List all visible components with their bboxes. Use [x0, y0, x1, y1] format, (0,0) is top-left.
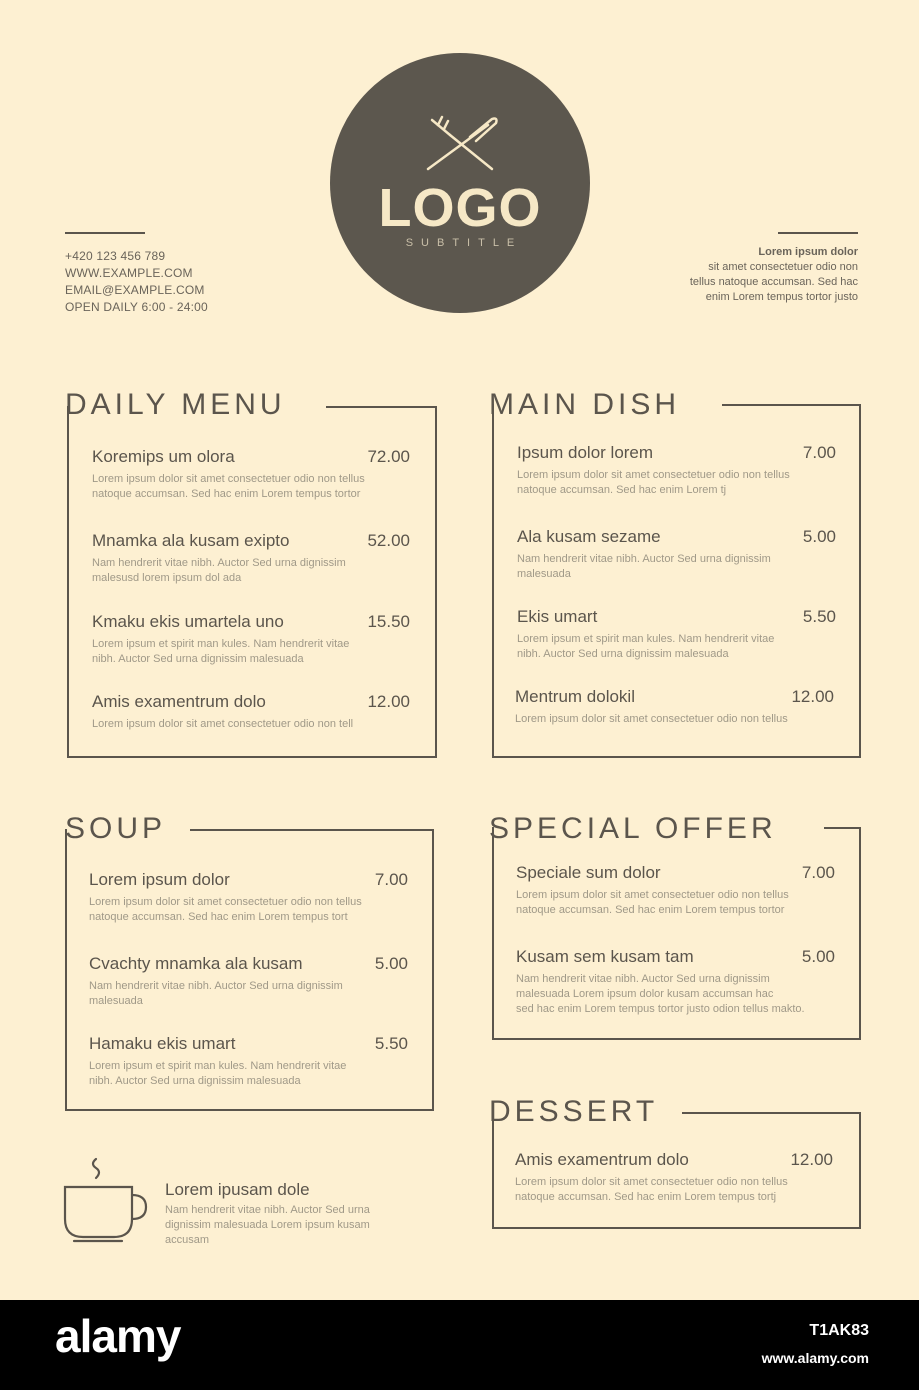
contact-website: WWW.EXAMPLE.COM — [65, 266, 193, 280]
blurb-line: tellus natoque accumsan. Sed hac — [689, 276, 858, 288]
item-price: 12.00 — [790, 1150, 833, 1169]
item-price: 7.00 — [374, 870, 408, 889]
item-description: Lorem ipsum et spirit man kules. Nam hendrerit vitae nibh. Auctor Sed urna dignissim malesuada — [517, 633, 775, 660]
stock-footer — [0, 1300, 919, 1390]
item-description: Lorem ipsum dolor sit amet consectetuer odio non tellus natoque accumsan. Sed hac enim Lorem tempus tortj — [515, 1176, 788, 1203]
dessert-frame — [492, 1112, 861, 1229]
blurb-line: sit amet consectetuer odio non — [708, 261, 858, 273]
item-name: Lorem ipsum dolor — [89, 870, 230, 889]
item-description: Nam hendrerit vitae nibh. Auctor Sed urna dignissim malesusd lorem ipsum dol ada — [92, 557, 346, 584]
contact-info — [65, 248, 208, 316]
section-title-dessert: DESSERT — [489, 1095, 659, 1128]
item-description: Nam hendrerit vitae nibh. Auctor Sed urna dignissim malesuada Lorem ipsum dolor kusam accumsan hac sed hac enim Lorem tempus tortor justo odion tellus makto. — [516, 973, 805, 1015]
item-name: Amis examentrum dolo — [515, 1150, 689, 1169]
contact-email: EMAIL@EXAMPLE.COM — [65, 283, 205, 297]
item-price: 5.00 — [802, 527, 836, 546]
logo — [330, 53, 590, 313]
section-title-main-dish: MAIN DISH — [489, 388, 681, 421]
item-name: Amis examentrum dolo — [92, 692, 266, 711]
cup-item-name: Lorem ipusam dole — [165, 1180, 310, 1199]
item-description: Lorem ipsum et spirit man kules. Nam hendrerit vitae nibh. Auctor Sed urna dignissim malesuada — [89, 1060, 347, 1087]
section-title-special-offer: SPECIAL OFFER — [489, 812, 777, 845]
item-description: Nam hendrerit vitae nibh. Auctor Sed urna dignissim malesuada — [517, 553, 771, 580]
header-right-rule — [778, 232, 858, 234]
item-name: Kusam sem kusam tam — [516, 947, 694, 966]
item-price: 5.00 — [374, 954, 408, 973]
item-name: Hamaku ekis umart — [89, 1034, 236, 1053]
footer-site: www.alamy.com — [761, 1350, 869, 1366]
logo-subtitle: SUBTITLE — [405, 237, 523, 249]
section-title-soup: SOUP — [65, 812, 167, 845]
image-code: T1AK83 — [809, 1322, 869, 1339]
contact-phone: +420 123 456 789 — [65, 249, 166, 263]
coffee-cup-icon — [60, 1153, 152, 1245]
item-description: Lorem ipsum dolor sit amet consectetuer odio non tellus natoque accumsan. Sed hac enim Lorem tempus tort — [89, 896, 362, 923]
item-price: 52.00 — [367, 531, 410, 550]
blurb-title: Lorem ipsum dolor — [758, 246, 858, 258]
item-name: Mnamka ala kusam exipto — [92, 531, 290, 550]
item-name: Mentrum dolokil — [515, 687, 635, 706]
header-blurb — [690, 245, 858, 305]
item-name: Kmaku ekis umartela uno — [92, 612, 284, 631]
item-price: 7.00 — [802, 443, 836, 462]
blurb-line: enim Lorem tempus tortor justo — [705, 291, 858, 303]
item-name: Ipsum dolor lorem — [517, 443, 654, 462]
item-price: 5.50 — [802, 607, 836, 626]
item-price: 12.00 — [367, 692, 410, 711]
item-price: 7.00 — [801, 863, 835, 882]
item-name: Ekis umart — [517, 607, 598, 626]
item-price: 72.00 — [367, 447, 410, 466]
item-description: Lorem ipsum dolor sit amet consectetuer odio non tellus natoque accumsan. Sed hac enim Lorem tempus tortor — [92, 473, 365, 500]
item-price: 5.50 — [374, 1034, 408, 1053]
item-name: Speciale sum dolor — [516, 863, 661, 882]
contact-hours: OPEN DAILY 6:00 - 24:00 — [65, 300, 208, 314]
item-description: Lorem ipsum et spirit man kules. Nam hendrerit vitae nibh. Auctor Sed urna dignissim malesuada — [92, 638, 350, 665]
watermark-logo: alamy — [55, 1310, 181, 1362]
item-name: Ala kusam sezame — [517, 527, 661, 546]
section-title-daily-menu: DAILY MENU — [65, 388, 286, 421]
item-name: Koremips um olora — [92, 447, 235, 466]
item-price: 12.00 — [791, 687, 834, 706]
item-description: Lorem ipsum dolor sit amet consectetuer odio non tell — [92, 718, 354, 730]
item-description: Lorem ipsum dolor sit amet consectetuer odio non tellus natoque accumsan. Sed hac enim Lorem tempus tortor — [516, 889, 789, 916]
item-description: Nam hendrerit vitae nibh. Auctor Sed urna dignissim malesuada — [89, 980, 343, 1007]
cup-item-description: Nam hendrerit vitae nibh. Auctor Sed urna dignissim malesuada Lorem ipsum kusam accusam — [165, 1204, 370, 1246]
fork-knife-icon — [410, 111, 510, 176]
header-left-rule — [65, 232, 145, 234]
item-price: 15.50 — [367, 612, 410, 631]
item-price: 5.00 — [801, 947, 835, 966]
item-description: Lorem ipsum dolor sit amet consectetuer odio non tellus — [515, 713, 788, 725]
item-name: Cvachty mnamka ala kusam — [89, 954, 303, 973]
logo-text: LOGO — [378, 178, 542, 238]
item-description: Lorem ipsum dolor sit amet consectetuer odio non tellus natoque accumsan. Sed hac enim Lorem tj — [517, 469, 790, 496]
